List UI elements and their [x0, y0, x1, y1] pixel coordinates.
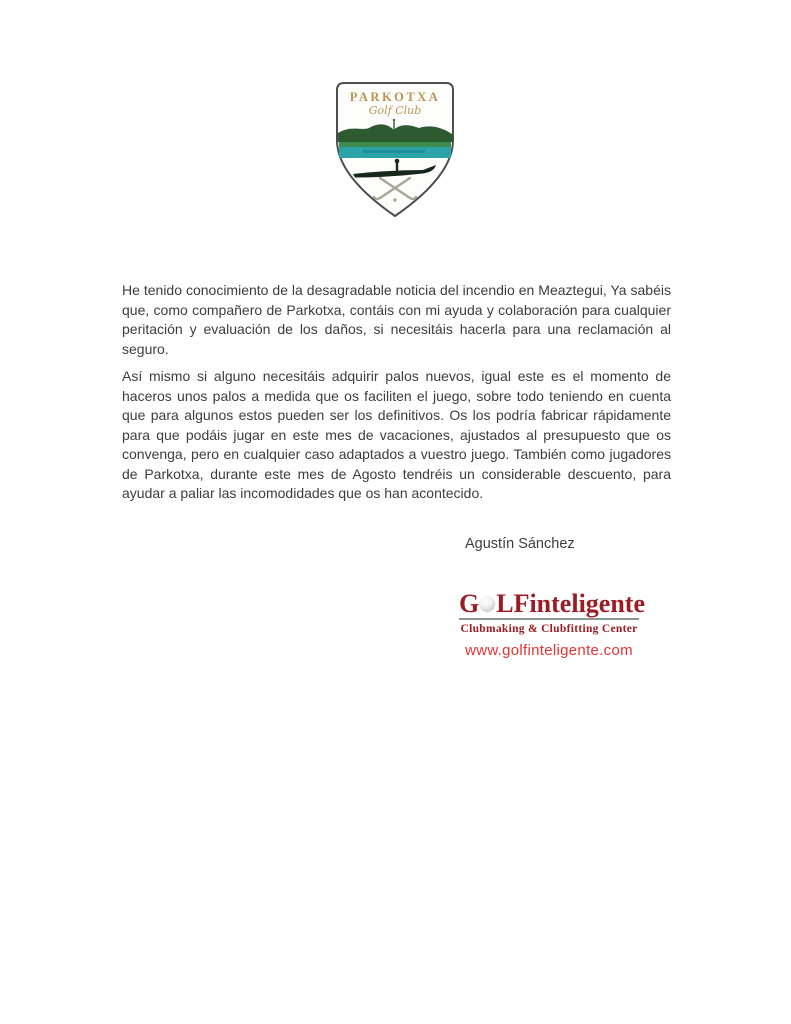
parkotxa-crest-icon — [333, 80, 457, 220]
golf-ball-icon — [480, 596, 495, 611]
parkotxa-crest-logo — [333, 80, 457, 220]
letter-paragraph-1: He tenido conocimiento de la desagradable noticia del incendio en Meaztegui, Ya sabéis que, como compañero de Parkotxa, contáis con mi ayuda y colaboración para cualquier peritación y evaluación de los daños, si necesitáis hacerla para una reclamación al seguro. — [122, 282, 671, 357]
letter-body — [122, 281, 671, 512]
brand-tagline: Clubmaking & Clubfitting Center — [460, 623, 638, 635]
golfinteligente-logo — [459, 589, 645, 635]
crest-title: PARKOTXA — [349, 90, 441, 104]
logo-underline — [459, 618, 639, 620]
wordmark-rest: LFinteligente — [496, 589, 645, 618]
website-link[interactable]: www.golfinteligente.com — [465, 642, 633, 659]
crest-subtitle: Golf Club — [368, 104, 422, 117]
signature-name: Agustín Sánchez — [465, 536, 575, 552]
golfinteligente-wordmark — [459, 589, 645, 618]
letter-paragraph-2: Así mismo si alguno necesitáis adquirir palos nuevos, igual este es el momento de haceros unos palos a medida que os faciliten el juego, sobre todo teniendo en cuenta que para algunos estos pueden ser los definitivos. Os los podría fabricar rápidamente para que podáis jugar en este mes de vacaciones, ajustados al presupuesto que os convenga, pero en cualquier caso adaptados a vuestro juego. También como jugadores de Parkotxa, durante este mes de Agosto tendréis un considerable descuento, para ayudar a paliar las incomodidades que os han acontecido. — [122, 368, 671, 501]
wordmark-g: G — [459, 589, 480, 618]
